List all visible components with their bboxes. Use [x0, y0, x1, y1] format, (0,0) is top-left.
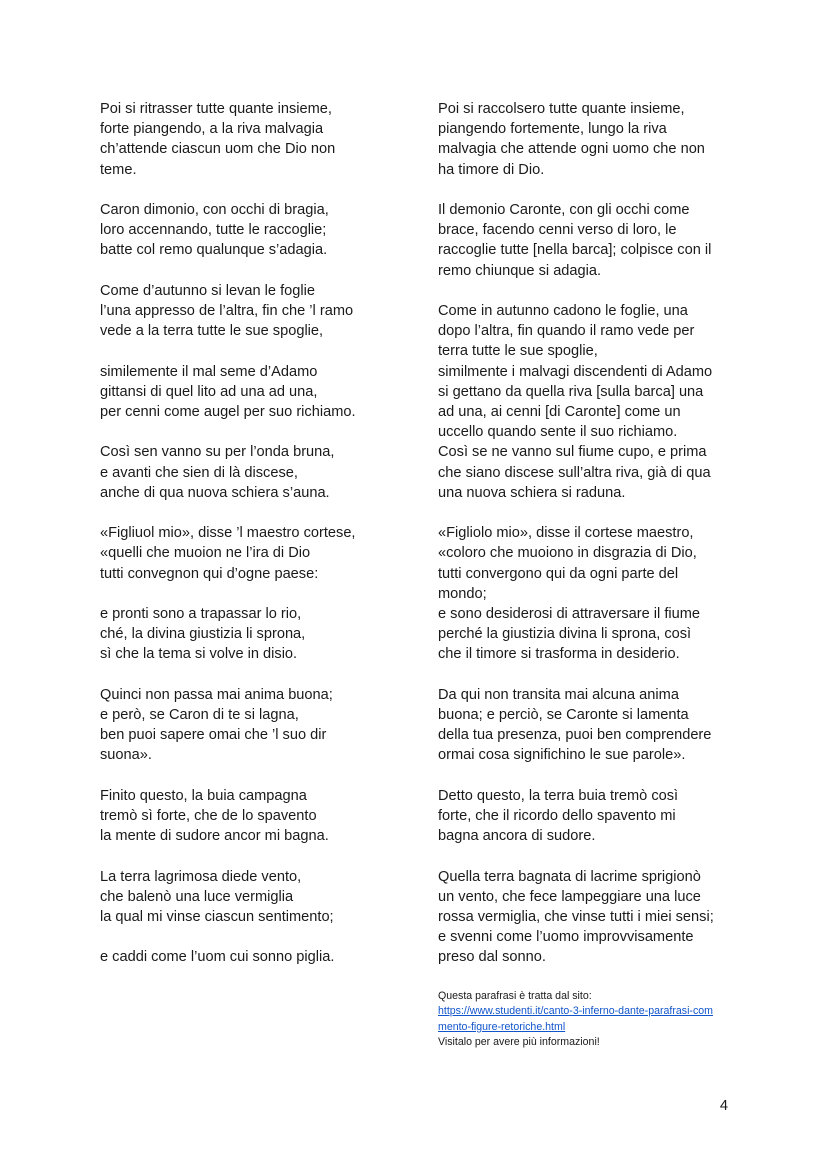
- verse-line: batte col remo qualunque s’adagia.: [100, 242, 328, 259]
- verse-line: «Figliuol mio», disse ’l maestro cortese,: [100, 525, 356, 542]
- verse-line: per cenni come augel per suo richiamo.: [100, 404, 356, 420]
- verse-line: e pronti sono a trapassar lo rio,: [100, 605, 302, 622]
- paraphrase-column: [438, 99, 738, 988]
- paraphrase-line: dopo l’altra, fin quando il ramo vede per: [438, 323, 695, 340]
- verse-line: e caddi come l’uom cui sonno piglia.: [100, 949, 335, 966]
- verse-line: e avanti che sien di là discese,: [100, 464, 298, 481]
- verse-line: l’una appresso de l’altra, fin che ’l ramo: [100, 303, 354, 319]
- paraphrase-line: Come in autunno cadono le foglie, una: [438, 303, 688, 319]
- verse-line: la qual mi vinse ciascun sentimento;: [100, 908, 334, 925]
- verse-line: gittansi di quel lito ad una ad una,: [100, 383, 318, 400]
- source-intro: Questa parafrasi è tratta dal sito:: [438, 990, 592, 1002]
- verse-line: vede a la terra tutte le sue spoglie,: [100, 323, 324, 340]
- verse-stanza: [100, 362, 390, 423]
- paraphrase-line: una nuova schiera si raduna.: [438, 484, 626, 501]
- paraphrase-line: Poi si raccolsero tutte quante insieme,: [438, 101, 685, 117]
- verse-line: ch’attende ciascun uom che Dio non: [100, 141, 336, 158]
- paraphrase-line: mondo;: [438, 585, 487, 602]
- paraphrase-line: Così se ne vanno sul fiume cupo, e prima: [438, 444, 707, 461]
- verse-line: anche di qua nuova schiera s’auna.: [100, 484, 330, 501]
- paraphrase-line: brace, facendo cenni verso di loro, le: [438, 222, 677, 239]
- paraphrase-line: perché la giustizia divina li sprona, così: [438, 626, 692, 643]
- paraphrase-stanza: [438, 200, 738, 281]
- page-number: 4: [719, 1098, 728, 1114]
- verse-line: forte piangendo, a la riva malvagia: [100, 121, 324, 138]
- verse-line: similemente il mal seme d’Adamo: [100, 363, 318, 380]
- paraphrase-line: malvagia che attende ogni uomo che non: [438, 141, 705, 158]
- verse-line: che balenò una luce vermiglia: [100, 888, 294, 905]
- paraphrase-line: «coloro che muoiono in disgrazia di Dio,: [438, 545, 697, 562]
- verse-line: La terra lagrimosa diede vento,: [100, 868, 302, 885]
- paraphrase-line: buona; e perciò, se Caronte si lamenta: [438, 707, 689, 724]
- verse-line: tutti convegnon qui d’ogne paese:: [100, 565, 319, 582]
- paraphrase-line: e sono desiderosi di attraversare il fiume: [438, 606, 701, 623]
- paraphrase-stanza: [438, 523, 738, 664]
- verse-stanza: [100, 604, 390, 665]
- paraphrase-line: Detto questo, la terra buia tremò così: [438, 787, 679, 804]
- verse-line: tremò sì forte, che de lo spavento: [100, 807, 317, 824]
- paraphrase-stanza: [438, 786, 738, 847]
- source-note: [438, 989, 738, 1051]
- verse-line: sì che la tema si volve in disio.: [100, 646, 298, 663]
- verse-stanza: [100, 786, 390, 847]
- paraphrase-line: similmente i malvagi discendenti di Adamo: [438, 363, 713, 380]
- source-link-line-1[interactable]: https://www.studenti.it/canto-3-inferno-dante-parafrasi-com: [438, 1005, 713, 1018]
- paraphrase-line: bagna ancora di sudore.: [438, 828, 596, 845]
- paraphrase-line: ad una, ai cenni [di Caronte] come un: [438, 404, 681, 421]
- paraphrase-stanza: [438, 867, 738, 968]
- paraphrase-line: si gettano da quella riva [sulla barca] una: [438, 383, 704, 400]
- verse-line: suona».: [100, 747, 152, 764]
- paraphrase-line: forte, che il ricordo dello spavento mi: [438, 808, 676, 825]
- paraphrase-line: terra tutte le sue spoglie,: [438, 343, 598, 360]
- verse-stanza: [100, 442, 390, 503]
- paraphrase-line: e svenni come l’uomo improvvisamente: [438, 929, 694, 946]
- paraphrase-stanza: [438, 685, 738, 766]
- verse-stanza: [100, 947, 390, 967]
- source-link-line-2[interactable]: mento-figure-retoriche.html: [438, 1020, 566, 1033]
- verse-stanza: [100, 99, 390, 180]
- verse-stanza: [100, 523, 390, 584]
- verse-line: Finito questo, la buia campagna: [100, 787, 307, 804]
- verse-line: Quinci non passa mai anima buona;: [100, 686, 333, 703]
- paraphrase-line: remo chiunque si adagia.: [438, 262, 602, 279]
- paraphrase-line: Quella terra bagnata di lacrime sprigionò: [438, 868, 701, 885]
- paraphrase-line: rossa vermiglia, che vinse tutti i miei sensi;: [438, 909, 714, 926]
- paraphrase-line: uccello quando sente il suo richiamo.: [438, 424, 678, 441]
- source-outro: Visitalo per avere più informazioni!: [438, 1036, 600, 1049]
- verse-line: ché, la divina giustizia li sprona,: [100, 626, 306, 643]
- verse-stanza: [100, 200, 390, 261]
- paraphrase-line: ormai cosa significhino le sue parole».: [438, 747, 686, 764]
- paraphrase-line: che siano discese sull’altra riva, già di qua: [438, 464, 711, 481]
- paraphrase-stanza: [438, 99, 738, 180]
- paraphrase-stanza: [438, 301, 738, 503]
- verse-line: teme.: [100, 161, 137, 178]
- paraphrase-line: «Figliolo mio», disse il cortese maestro,: [438, 525, 694, 542]
- verse-line: Come d’autunno si levan le foglie: [100, 282, 315, 299]
- verse-line: e però, se Caron di te si lagna,: [100, 706, 299, 723]
- verse-line: Caron dimonio, con occhi di bragia,: [100, 202, 329, 218]
- paraphrase-line: della tua presenza, puoi ben comprendere: [438, 727, 712, 744]
- verse-stanza: [100, 685, 390, 766]
- verse-line: ben puoi sapere omai che ’l suo dir: [100, 727, 327, 744]
- verse-line: Poi si ritrasser tutte quante insieme,: [100, 101, 332, 117]
- verse-line: Così sen vanno su per l’onda bruna,: [100, 444, 335, 461]
- verse-line: la mente di sudore ancor mi bagna.: [100, 828, 329, 845]
- paraphrase-line: ha timore di Dio.: [438, 161, 545, 178]
- paraphrase-line: preso dal sonno.: [438, 949, 546, 966]
- paraphrase-line: Da qui non transita mai alcuna anima: [438, 686, 679, 703]
- paraphrase-line: Il demonio Caronte, con gli occhi come: [438, 202, 690, 218]
- paraphrase-line: piangendo fortemente, lungo la riva: [438, 121, 667, 138]
- verse-stanza: [100, 281, 390, 342]
- paraphrase-line: raccoglie tutte [nella barca]; colpisce con il: [438, 242, 712, 259]
- verse-line: loro accennando, tutte le raccoglie;: [100, 222, 327, 239]
- original-text-column: [100, 99, 390, 988]
- paraphrase-line: un vento, che fece lampeggiare una luce: [438, 888, 701, 905]
- paraphrase-line: che il timore si trasforma in desiderio.: [438, 646, 680, 663]
- verse-stanza: [100, 867, 390, 928]
- paraphrase-line: tutti convergono qui da ogni parte del: [438, 565, 679, 582]
- verse-line: «quelli che muoion ne l’ira di Dio: [100, 545, 311, 562]
